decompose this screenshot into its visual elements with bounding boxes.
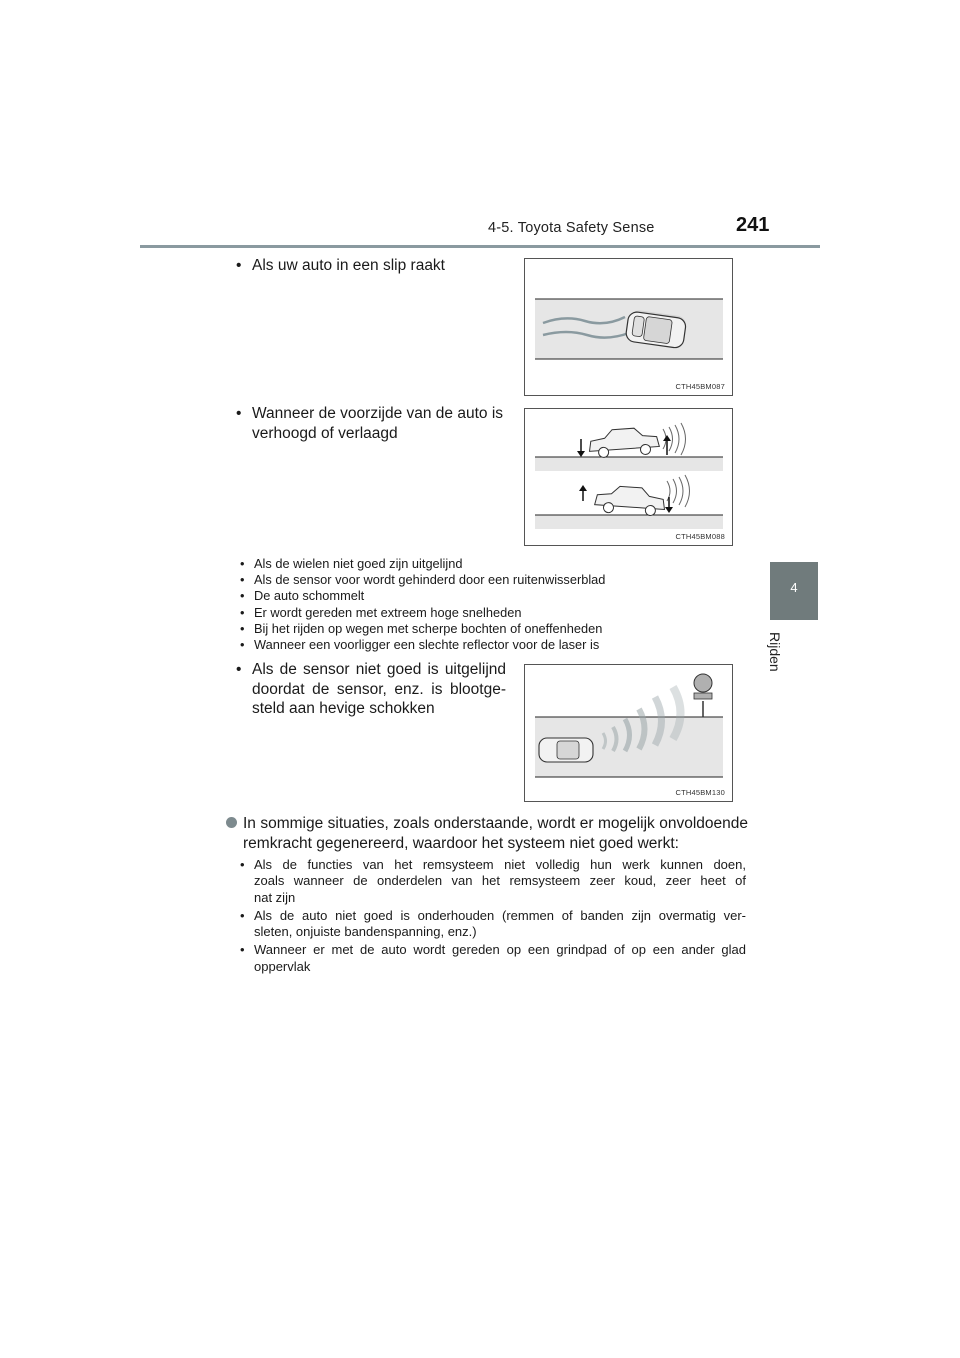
list-item-line: • Als de functies van het remsysteem niet volledig hun werk kunnen doen, (254, 857, 746, 872)
header-divider (140, 245, 820, 248)
list-item (240, 942, 746, 975)
list-item-slip: • Als uw auto in een slip raakt (236, 257, 445, 274)
list-item-text: Als uw auto in een slip raakt (252, 257, 445, 274)
figure-id: CTH45BM087 (675, 382, 725, 391)
chapter-number: 4 (790, 580, 798, 595)
figure-skid (524, 258, 733, 396)
list-item-text: Wanneer de voorzijde van de auto is (252, 405, 504, 422)
chapter-label: Rijden (767, 632, 783, 672)
sensor-illustration (525, 665, 732, 801)
list-item (240, 857, 746, 906)
list-item: • De auto schommelt (240, 588, 760, 604)
list-item-line: oppervlak (254, 958, 311, 974)
list-item: • Als de wielen niet goed zijn uitgelijnd (240, 556, 760, 572)
pitch-illustration (525, 409, 732, 545)
skid-illustration (525, 259, 732, 395)
list-item-sensor: • Als de sensor niet goed is uitgelijnd doordat de sensor, enz. is blootge- steld aan hevige schokken (236, 661, 506, 717)
list-item: • Bij het rijden op wegen met scherpe bochten of oneffenheden (240, 621, 760, 637)
list-item: • Als de sensor voor wordt gehinderd door een ruitenwisserblad (240, 572, 760, 588)
figure-id: CTH45BM088 (675, 532, 725, 541)
list-item-text: doordat de sensor, enz. is blootge- (252, 680, 506, 698)
list-item-line: sleten, onjuiste bandenspanning, enz.) (254, 924, 477, 940)
note-paragraph (226, 814, 748, 853)
list-item: • Er wordt gereden met extreem hoge snelheden (240, 605, 760, 621)
list-item-text: steld aan hevige schokken (252, 700, 435, 717)
section-title: 4-5. Toyota Safety Sense (488, 220, 655, 236)
brake-conditions-list (240, 857, 746, 975)
list-item-text: verhoogd of verlaagd (252, 424, 398, 442)
list-item-text: Als de sensor niet goed is uitgelijnd (252, 661, 506, 678)
page-number: 241 (736, 214, 770, 236)
figure-id: CTH45BM130 (675, 788, 725, 797)
list-item (240, 908, 746, 941)
list-item-line: • Als de auto niet goed is onderhouden (remmen of banden zijn overmatig ver- (254, 907, 746, 923)
list-item-line: nat zijn (254, 889, 296, 905)
list-item-line: • Wanneer er met de auto wordt gereden op een grindpad of op een ander glad (254, 942, 746, 958)
list-item: • Wanneer een voorligger een slechte reflector voor de laser is (240, 637, 760, 653)
condition-list (240, 556, 760, 653)
figure-sensor-misaligned (524, 664, 733, 802)
list-item-line: zoals wanneer de onderdelen van het remsysteem zeer koud, zeer heet of (254, 873, 746, 889)
note-text: In sommige situaties, zoals onderstaande, wordt er mogelijk onvoldoende (243, 815, 748, 832)
note-text: remkracht gegenereerd, waardoor het systeem niet goed werkt: (243, 834, 679, 852)
figure-pitch (524, 408, 733, 546)
list-item-front-height: • Wanneer de voorzijde van de auto is verhoogd of verlaagd (236, 405, 504, 442)
circle-bullet-icon (226, 817, 237, 828)
